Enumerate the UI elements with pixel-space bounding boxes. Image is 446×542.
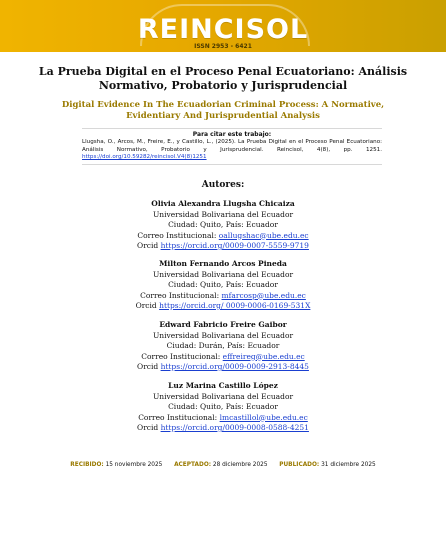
author-city: Ciudad: Durán, País: Ecuador	[166, 341, 280, 350]
citation-doi-link[interactable]: https://doi.org/10.59282/reincisol.V4(8)1251	[82, 154, 207, 160]
author-email-link[interactable]: effreireg@ube.edu.ec	[222, 351, 305, 361]
author-name: Olivia Alexandra Llugsha Chicaiza	[151, 199, 295, 208]
author-orcid-label: Orcid	[137, 362, 159, 371]
received-date: 15 noviembre 2025	[105, 462, 163, 468]
received-label: RECIBIDO:	[70, 462, 104, 468]
author-email-link[interactable]: mfarcosp@ube.edu.ec	[221, 290, 306, 300]
author-email-line	[0, 352, 446, 363]
author-city: Ciudad: Quito, País: Ecuador	[168, 220, 278, 229]
published-label: PUBLICADO:	[279, 462, 320, 468]
author-name: Milton Fernando Arcos Pineda	[159, 259, 287, 268]
author-block	[0, 320, 446, 373]
author-orcid-link[interactable]: https://orcid.org/0009-0007-5559-9719	[160, 241, 309, 250]
author-orcid-link[interactable]: https://orcid.org/0009-0008-0588-4251	[160, 423, 309, 432]
author-block	[0, 381, 446, 434]
article-title-english: Digital Evidence In The Ecuadorian Criminal Process: A Normative, Evidentiary And Jurisprudential Analysis	[61, 100, 385, 121]
author-university: Universidad Bolivariana del Ecuador	[152, 269, 294, 279]
citation-text-block	[82, 139, 382, 162]
citation-box	[82, 128, 382, 165]
author-orcid-link[interactable]: https://orcid.org/ 0009-0006-0169-531X	[159, 301, 311, 310]
author-city: Ciudad: Quito, País: Ecuador	[168, 402, 278, 411]
author-name: Edward Fabricio Freire Gaibor	[159, 320, 287, 329]
author-city: Ciudad: Quito, País: Ecuador	[168, 280, 278, 289]
accepted-date: 28 diciembre 2025	[212, 462, 268, 468]
article-title-spanish: La Prueba Digital en el Proceso Penal Ecuatoriano: Análisis Normativo, Probatorio y Jurisprudencial	[38, 65, 408, 92]
published-date: 31 diciembre 2025	[321, 462, 376, 468]
author-name: Luz Marina Castillo López	[168, 381, 278, 390]
author-email-line	[0, 291, 446, 302]
author-email-line	[0, 231, 446, 242]
accepted-label: ACEPTADO:	[174, 462, 212, 468]
author-orcid-line	[0, 423, 446, 434]
author-university: Universidad Bolivariana del Ecuador	[152, 209, 294, 219]
author-email-line	[0, 413, 446, 424]
citation-text: Llugsha, O., Arcos, M., Freire, E., y Castillo, L., (2025). La Prueba Digital en el Proceso Penal Ecuatoriano: Análisis Normativo, Probatorio y Jurisprudencial. Reincisol, 4(8), pp. 1251.	[82, 139, 382, 153]
author-orcid-line	[0, 241, 446, 252]
author-email-label: Correo Institucional:	[137, 230, 217, 240]
author-orcid-line	[0, 362, 446, 373]
author-orcid-line	[0, 301, 446, 312]
author-block	[0, 199, 446, 252]
journal-logo: REINCISOL	[137, 14, 309, 45]
issn-label: ISSN 2953 - 6421	[194, 43, 252, 50]
author-block	[0, 259, 446, 312]
author-email-label: Correo Institucional:	[140, 290, 220, 300]
author-email-label: Correo Institucional:	[138, 412, 218, 422]
article-dates	[0, 462, 446, 468]
author-email-label: Correo Institucional:	[141, 351, 221, 361]
author-orcid-label: Orcid	[137, 241, 159, 250]
author-university: Universidad Bolivariana del Ecuador	[152, 391, 294, 401]
author-email-link[interactable]: lmcastillol@ube.edu.ec	[219, 412, 308, 422]
author-email-link[interactable]: oallugshac@ube.edu.ec	[218, 230, 309, 240]
journal-banner	[0, 0, 446, 52]
author-orcid-label: Orcid	[137, 423, 159, 432]
authors-heading: Autores:	[201, 180, 245, 190]
citation-heading: Para citar este trabajo:	[192, 131, 272, 138]
author-orcid-link[interactable]: https://orcid.org/0009-0009-2913-8445	[160, 362, 309, 371]
author-orcid-label: Orcid	[135, 301, 157, 310]
author-university: Universidad Bolivariana del Ecuador	[152, 330, 294, 340]
